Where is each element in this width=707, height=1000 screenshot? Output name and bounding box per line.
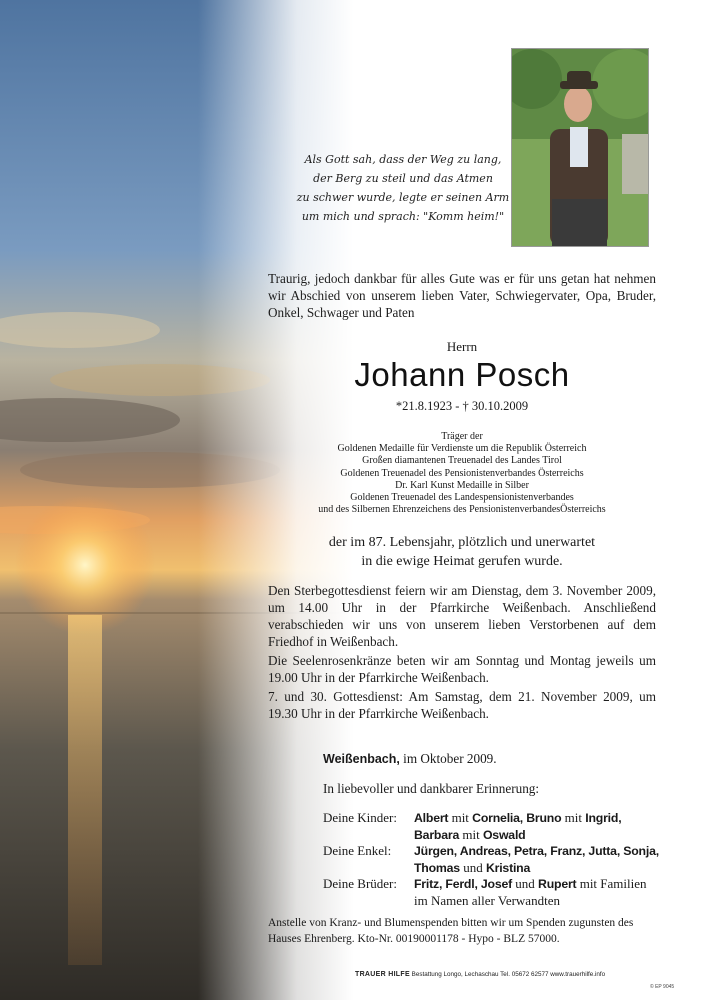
children-label: Deine Kinder: bbox=[323, 810, 398, 825]
family-list bbox=[323, 810, 663, 909]
place-and-date bbox=[323, 751, 653, 767]
family-member-name: Rupert bbox=[538, 877, 577, 891]
family-member-name: Cornelia, Bruno bbox=[472, 811, 562, 825]
portrait-photo bbox=[511, 48, 649, 247]
children-names bbox=[414, 810, 663, 843]
family-member-name: Thomas bbox=[414, 860, 460, 875]
family-member-name: Albert bbox=[414, 811, 449, 825]
family-member-name: Fritz, Ferdl, Josef bbox=[414, 877, 513, 891]
service-information bbox=[268, 582, 656, 724]
connector-text: und bbox=[512, 876, 539, 891]
intro-paragraph: Traurig, jedoch dankbar für alles Gute was er für uns getan hat nehmen wir Abschied von unserem lieben Vater, Schwiegervater, Opa, Bruder, Onkel, Schwager und Paten bbox=[268, 271, 656, 320]
honors-list bbox=[268, 431, 656, 516]
footer-brand: TRAUER HILFE bbox=[355, 971, 410, 978]
honor-line: Großen diamantenen Treuenadel des Landes Tirol bbox=[362, 455, 562, 467]
connector-text: und bbox=[459, 859, 486, 875]
passing-statement bbox=[268, 533, 656, 571]
rosary-paragraph: Die Seelenrosenkränze beten wir am Sonntag und Montag jeweils um 19.00 Uhr in der Pfarrkirche Weißenbach. bbox=[268, 653, 656, 685]
family-row-children bbox=[323, 810, 663, 843]
honor-line: und des Silbernen Ehrenzeichens des PensionistenverbandesÖsterreichs bbox=[318, 504, 606, 516]
memorial-mass-paragraph: 7. und 30. Gottesdienst: Am Samstag, dem 21. November 2009, um 19.30 Uhr in der Pfarrkirche Weißenbach. bbox=[268, 689, 656, 721]
donation-note: Anstelle von Kranz- und Blumenspenden bitten wir um Spenden zugunsten des Hauses Ehrenberg. Kto-Nr. 00190001178 - Hypo - BLZ 57000. bbox=[268, 917, 634, 945]
siblings-label: Deine Brüder: bbox=[323, 876, 398, 891]
honor-line: Goldenen Treuenadel des Pensionistenverbandes Österreichs bbox=[340, 467, 584, 479]
print-code: © EP 9045 bbox=[650, 984, 675, 990]
family-member-name: Oswald bbox=[482, 827, 526, 842]
passing-line: in die ewige Heimat gerufen wurde. bbox=[361, 554, 563, 569]
connector-text: mit bbox=[448, 810, 473, 825]
connector-text: mit Familien im Namen aller Verwandten bbox=[414, 876, 647, 908]
salutation: Herrn bbox=[446, 339, 478, 354]
funeral-mass-paragraph: Den Sterbegottesdienst feiern wir am Dienstag, dem 3. November 2009, um 14.00 Uhr in der Pfarrkirche Weißenbach. Anschließend verabschieden wir uns von unserem lieben Verstorbenen auf dem Friedhof in Weißenbach. bbox=[268, 583, 656, 649]
date-text: im Oktober 2009. bbox=[399, 751, 497, 766]
family-row-grandchildren bbox=[323, 843, 663, 876]
life-dates: *21.8.1923 - † 30.10.2009 bbox=[395, 399, 529, 413]
grandchildren-names bbox=[414, 843, 663, 876]
verse-line: der Berg zu steil und das Atmen bbox=[313, 172, 493, 185]
poem-verse bbox=[278, 150, 528, 226]
family-row-siblings bbox=[323, 876, 663, 909]
grandchildren-label: Deine Enkel: bbox=[323, 843, 392, 858]
verse-line: Als Gott sah, dass der Weg zu lang, bbox=[304, 153, 502, 166]
footer bbox=[355, 971, 675, 978]
footer-contact: Bestattung Longo, Lechaschau Tel. 05672 62577 www.trauerhilfe.info bbox=[409, 971, 606, 978]
memory-heading: In liebevoller und dankbarer Erinnerung: bbox=[323, 781, 540, 796]
family-member-name: Jürgen, Andreas, Petra, Franz, Jutta, Sonja, bbox=[414, 844, 659, 858]
verse-line: zu schwer wurde, legte er seinen Arm bbox=[296, 191, 510, 204]
honor-line: Träger der bbox=[441, 431, 483, 442]
honor-line: Dr. Karl Kunst Medaille in Silber bbox=[395, 479, 529, 491]
deceased-name: Johann Posch bbox=[354, 356, 570, 393]
connector-text: mit bbox=[561, 810, 586, 825]
place-name: Weißenbach, bbox=[323, 752, 400, 766]
family-member-name: Kristina bbox=[485, 860, 531, 875]
siblings-names bbox=[414, 876, 663, 909]
honor-line: Goldenen Medaille für Verdienste um die Republik Österreich bbox=[337, 443, 587, 455]
family-member-name: Ingrid, bbox=[585, 811, 622, 825]
connector-text: mit bbox=[459, 826, 483, 842]
verse-line: um mich und sprach: "Komm heim!" bbox=[301, 210, 505, 223]
passing-line: der im 87. Lebensjahr, plötzlich und unerwartet bbox=[328, 535, 596, 550]
family-member-name: Barbara bbox=[414, 827, 460, 842]
honor-line: Goldenen Treuenadel des Landespensionistenverbandes bbox=[350, 492, 574, 504]
